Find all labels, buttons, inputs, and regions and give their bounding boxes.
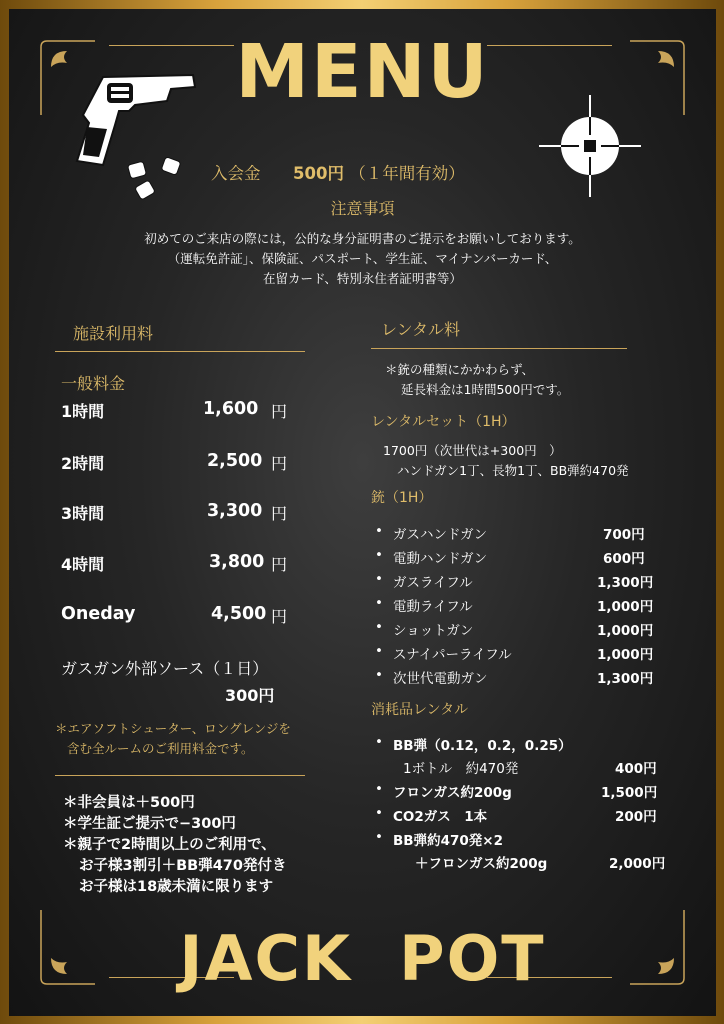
extras-line: お子様は18歳未満に限ります	[79, 879, 274, 895]
consumable-sub: ＋フロンガス約200g	[415, 856, 548, 872]
consumable-item: • CO2ガス 1本 200円	[375, 805, 657, 825]
gun-name: 電動ライフル	[393, 599, 473, 615]
rental-heading: レンタル料	[381, 320, 460, 339]
page-title: MENU	[235, 29, 490, 115]
price-row-unit: 円	[271, 454, 288, 473]
gas-label: ガスガン外部ソース（１日）	[61, 659, 269, 678]
consumable-sub: 1ボトル 約470発	[403, 761, 519, 777]
price-row	[61, 399, 301, 423]
consumable-item: • フロンガス約200g 1,500円	[375, 781, 658, 801]
gun-price: 1,000円	[597, 599, 654, 615]
price-row-name: Oneday	[61, 604, 136, 624]
consumable-item: • BB弾約470発×2	[375, 829, 503, 849]
entry-fee-note: （１年間有効）	[349, 164, 465, 183]
price-row-name: 1時間	[61, 402, 105, 421]
notice-line: 在留カード、特別永住者証明書等）	[263, 271, 462, 286]
consumable-heading: 消耗品レンタル	[371, 702, 469, 718]
gun-price: 1,300円	[597, 671, 654, 687]
gun-item: • ガスライフル 1,300円	[375, 571, 654, 591]
extras-line: お子様3割引＋BB弾470発付き	[79, 858, 287, 874]
crosshair-icon	[535, 91, 645, 201]
consumable-name: CO2ガス 1本	[393, 809, 488, 825]
extras-line: ＊親子で2時間以上のご利用で、	[63, 837, 276, 853]
gun-item: • ショットガン 1,000円	[375, 619, 654, 639]
price-row-unit: 円	[271, 555, 288, 574]
gun-name: 電動ハンドガン	[393, 551, 488, 567]
consumable-name: フロンガス約200g	[393, 785, 512, 801]
facility-note	[55, 719, 291, 759]
price-row	[61, 552, 301, 576]
gun-item: • スナイパーライフル 1,000円	[375, 643, 654, 663]
rental-note	[385, 360, 569, 400]
price-row-unit: 円	[271, 607, 288, 626]
consumable-item	[375, 852, 675, 872]
gas-price: 300円	[225, 686, 275, 705]
consumable-price: 200円	[615, 809, 657, 825]
consumable-name: BB弾（0.12，0.2，0.25）	[393, 738, 572, 754]
consumable-price: 2,000円	[609, 856, 666, 872]
price-row-price: 4,500	[211, 604, 267, 624]
price-row	[61, 501, 301, 525]
facility-heading: 施設利用料	[73, 324, 154, 343]
facility-subheading: 一般料金	[61, 374, 126, 393]
rental-set-line: ハンドガン1丁、長物1丁、BB弾約470発	[397, 463, 629, 478]
gun-item: • ガスハンドガン 700円	[375, 523, 645, 543]
entry-fee-label: 入会金	[211, 164, 261, 183]
extras-list	[63, 793, 286, 898]
gun-price: 700円	[603, 527, 645, 543]
entry-fee	[211, 160, 465, 184]
price-row-price: 2,500	[207, 451, 263, 471]
price-row-name: 3時間	[61, 504, 105, 523]
rental-set-line: 1700円（次世代は+300円 ）	[383, 443, 562, 458]
facility-note-line: 含む全ルームのご利用料金です。	[67, 741, 254, 756]
gun-name: ガスライフル	[393, 575, 473, 591]
notice-heading: 注意事項	[330, 199, 395, 218]
gun-price: 1,000円	[597, 623, 654, 639]
notice-line: （運転免許証」、保険証、パスポート、学生証、マイナンバーカード、	[167, 251, 558, 266]
notice-body	[9, 229, 716, 289]
price-row-unit: 円	[271, 402, 288, 421]
rental-set-heading: レンタルセット（1H）	[371, 414, 516, 430]
brand-title: JACK POT	[179, 922, 546, 995]
price-row-price: 1,600	[203, 399, 259, 419]
gun-item: • 電動ハンドガン 600円	[375, 547, 645, 567]
consumable-price: 1,500円	[601, 785, 658, 801]
facility-note-line: ＊エアソフトシューター、ロングレンジを	[55, 721, 291, 736]
notice-line: 初めてのご来店の際には，公的な身分証明書のご提示をお願いしております。	[144, 231, 581, 246]
rental-note-line: 延長料金は1時間500円です。	[401, 382, 570, 397]
gun-heading: 銃（1H）	[371, 490, 433, 506]
rental-note-line: ＊銃の種類にかかわらず、	[385, 362, 535, 377]
gun-name: ガスハンドガン	[393, 527, 488, 543]
gun-item: • 電動ライフル 1,000円	[375, 595, 654, 615]
gun-price: 600円	[603, 551, 645, 567]
entry-fee-value: 500円	[293, 164, 344, 183]
price-row-name: 4時間	[61, 555, 105, 574]
price-row	[61, 451, 301, 475]
menu-panel	[9, 9, 716, 1016]
consumable-item	[375, 757, 675, 777]
gun-price: 1,000円	[597, 647, 654, 663]
gun-item: • 次世代電動ガン 1,300円	[375, 667, 654, 687]
extras-line: ＊非会員は＋500円	[63, 795, 195, 811]
price-row	[61, 604, 301, 628]
price-row-name: 2時間	[61, 454, 105, 473]
extras-line: ＊学生証ご提示で−300円	[63, 816, 236, 832]
gun-price: 1,300円	[597, 575, 654, 591]
consumable-item: • BB弾（0.12，0.2，0.25）	[375, 734, 572, 754]
consumable-name: BB弾約470発×2	[393, 833, 503, 849]
gun-name: 次世代電動ガン	[393, 671, 488, 687]
gun-name: ショットガン	[393, 623, 474, 639]
price-row-unit: 円	[271, 504, 288, 523]
gun-name: スナイパーライフル	[393, 647, 512, 663]
consumable-price: 400円	[615, 761, 657, 777]
price-row-price: 3,300	[207, 501, 263, 521]
price-row-price: 3,800	[209, 552, 265, 572]
